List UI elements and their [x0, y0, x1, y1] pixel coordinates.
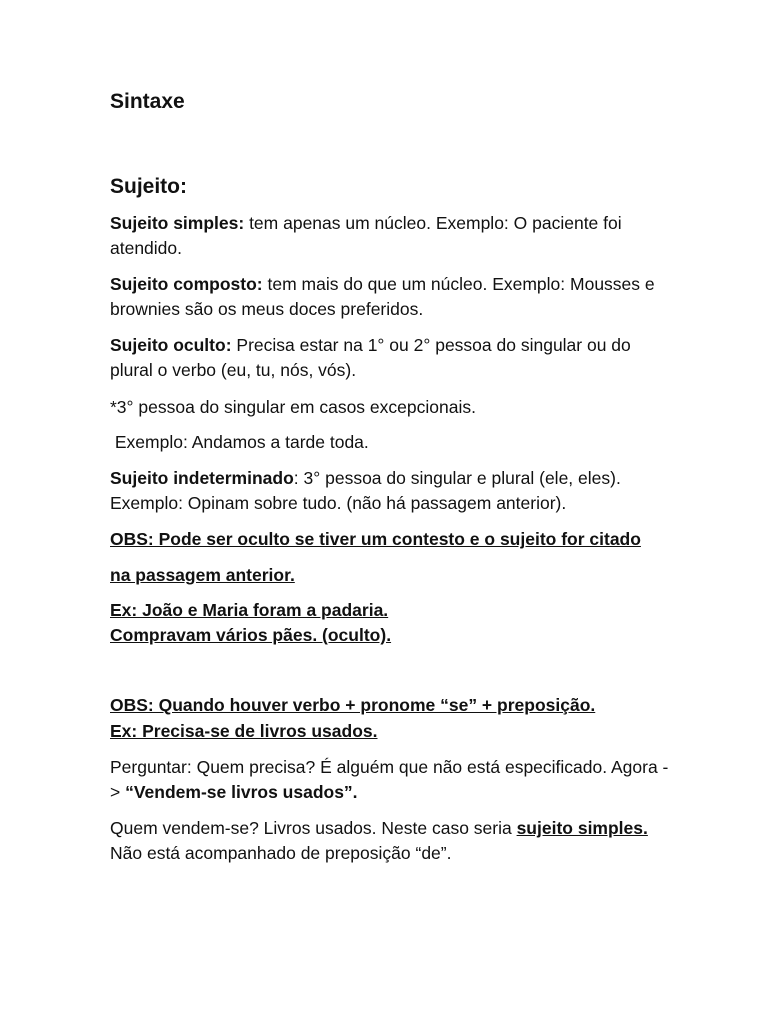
paragraph-text: Quem vendem-se? Livros usados. Neste caso seria: [110, 818, 517, 838]
term-label: Sujeito composto:: [110, 274, 263, 294]
paragraph-sujeito-oculto: [110, 333, 670, 383]
paragraph-sujeito-indeterminado: [110, 466, 670, 516]
term-label: Sujeito indeterminado: [110, 468, 294, 488]
paragraph-perguntar: [110, 755, 670, 805]
example-1-line2: Compravam vários pães. (oculto).: [110, 625, 392, 645]
obs-note-2-line1: OBS: Quando houver verbo + pronome “se” + preposição.: [110, 695, 596, 715]
obs-note-2-line2: Ex: Precisa-se de livros usados.: [110, 721, 378, 741]
document-title: Sintaxe: [110, 90, 185, 113]
paragraph-sujeito-composto: [110, 272, 670, 322]
term-definition: Precisa estar na 1° ou 2° pessoa do singular ou do plural o verbo (eu, tu, nós, vós).: [110, 335, 631, 380]
term-definition: tem apenas um núcleo. Exemplo: O paciente foi atendido.: [110, 213, 622, 258]
term-label: Sujeito oculto:: [110, 335, 232, 355]
term-definition: tem mais do que um núcleo. Exemplo: Mousses e brownies são os meus doces preferidos.: [110, 274, 655, 319]
paragraph-sujeito-simples: [110, 211, 670, 261]
example-1-line1: Ex: João e Maria foram a padaria.: [110, 600, 389, 620]
note-third-person: *3° pessoa do singular em casos excepcionais.: [110, 397, 476, 417]
section-title: Sujeito:: [110, 175, 187, 198]
term-definition: : 3° pessoa do singular e plural (ele, eles). Exemplo: Opinam sobre tudo. (não há passagem anterior).: [110, 468, 621, 513]
obs-note-1-line2: na passagem anterior.: [110, 565, 295, 585]
emphasis-text: “Vendem-se livros usados”.: [125, 782, 358, 802]
paragraph-text-end: Não está acompanhado de preposição “de”.: [110, 843, 452, 863]
paragraph-text: Perguntar: Quem precisa? É alguém que não está especificado. Agora ->: [110, 757, 669, 802]
emphasis-term: sujeito simples.: [516, 818, 648, 838]
term-label: Sujeito simples:: [110, 213, 245, 233]
example-andamos: Exemplo: Andamos a tarde toda.: [110, 432, 369, 452]
paragraph-quem-vendem: [110, 816, 670, 866]
obs-note-1-line1: OBS: Pode ser oculto se tiver um contesto e o sujeito for citado: [110, 529, 641, 549]
